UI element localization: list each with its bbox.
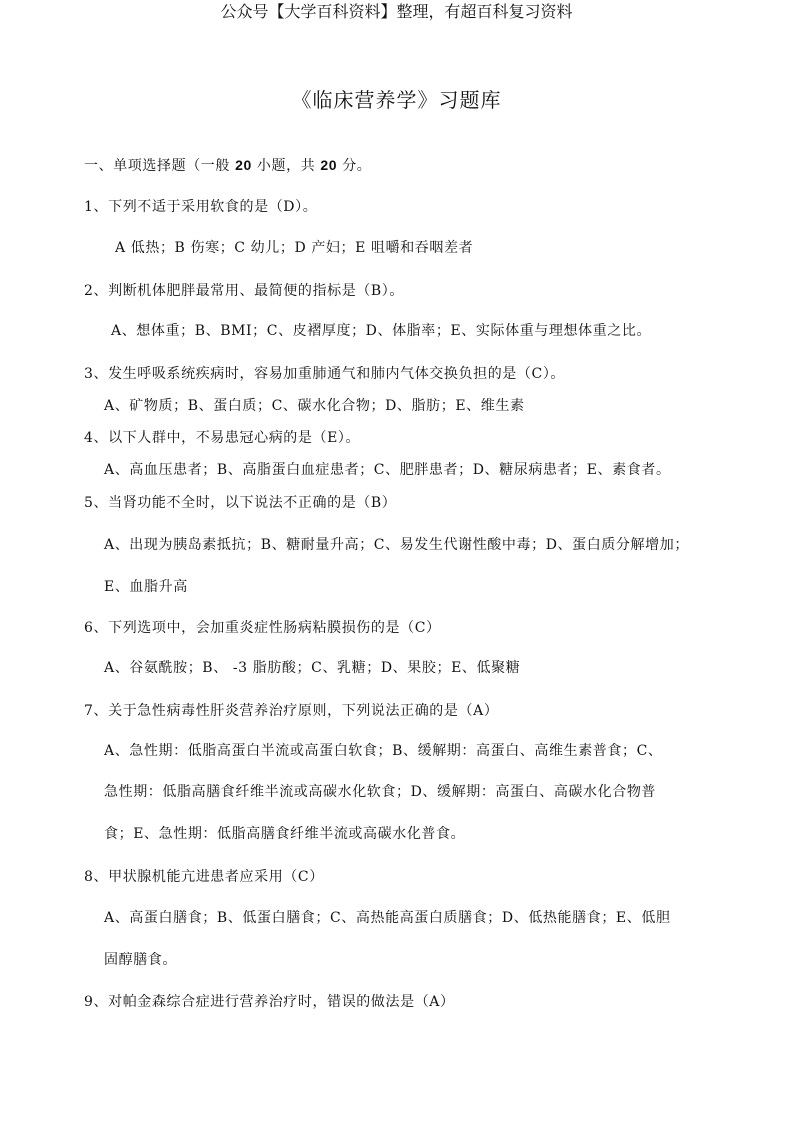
document-title: 《临床营养学》习题库	[291, 88, 502, 112]
section-heading	[84, 156, 371, 175]
page-header: 公众号【大学百科资料】整理，有超百科复习资料	[220, 2, 573, 21]
question-7-options: A、急性期：低脂高蛋白半流或高蛋白软食；B、缓解期：高蛋白、高维生素普食；C、	[104, 743, 663, 759]
section-mid: 小题，共	[251, 158, 321, 174]
question-5: 5、当肾功能不全时，以下说法不正确的是（B）	[84, 495, 397, 511]
question-7-options-end: 食；E、急性期：低脂高膳食纤维半流或高碳水化普食。	[104, 826, 466, 842]
question-2: 2、判断机体肥胖最常用、最简便的指标是（B）。	[84, 283, 404, 299]
question-7-options-cont: 急性期：低脂高膳食纤维半流或高碳水化软食；D、缓解期：高蛋白、高碳水化合物普	[104, 784, 657, 800]
question-3: 3、发生呼吸系统疾病时，容易加重肺通气和肺内气体交换负担的是（C）。	[84, 366, 566, 382]
total-score: 20	[320, 157, 338, 173]
question-8-options-cont: 固醇膳食。	[104, 952, 177, 968]
question-1: 1、下列不适于采用软食的是（D）。	[84, 199, 318, 215]
question-4-options: A、高血压患者；B、高脂蛋白血症患者；C、肥胖患者；D、糖尿病患者；E、素食者。	[104, 462, 671, 478]
question-3-options: A、矿物质；B、蛋白质；C、碳水化合物；D、脂肪；E、维生素	[104, 398, 525, 414]
question-6-options: A、谷氨酰胺；B、 -3 脂肪酸；C、乳糖；D、果胶；E、低聚糖	[104, 660, 521, 676]
section-suffix: 分。	[337, 158, 372, 174]
question-9: 9、对帕金森综合症进行营养治疗时，错误的做法是（A）	[84, 994, 455, 1010]
question-8-options: A、高蛋白膳食；B、低蛋白膳食；C、高热能高蛋白质膳食；D、低热能膳食；E、低胆	[104, 910, 671, 926]
section-prefix: 一、单项选择题（一般	[84, 158, 236, 174]
question-5-options-cont: E、血脂升高	[104, 579, 188, 595]
question-8: 8、甲状腺机能亢进患者应采用（C）	[84, 869, 324, 885]
question-6: 6、下列选项中，会加重炎症性肠病粘膜损伤的是（C）	[84, 620, 441, 636]
question-5-options: A、出现为胰岛素抵抗；B、糖耐量升高；C、易发生代谢性酸中毒；D、蛋白质分解增加；	[104, 537, 689, 553]
question-4: 4、以下人群中，不易患冠心病的是（E）。	[84, 430, 361, 446]
question-7: 7、关于急性病毒性肝炎营养治疗原则，下列说法正确的是（A）	[84, 703, 499, 719]
question-count: 20	[235, 157, 252, 173]
question-1-options: A 低热；B 伤寒；C 幼儿；D 产妇；E 咀嚼和吞咽差者	[115, 240, 474, 256]
question-2-options: A、想体重；B、BMI；C、皮褶厚度；D、体脂率；E、实际体重与理想体重之比。	[111, 323, 652, 339]
